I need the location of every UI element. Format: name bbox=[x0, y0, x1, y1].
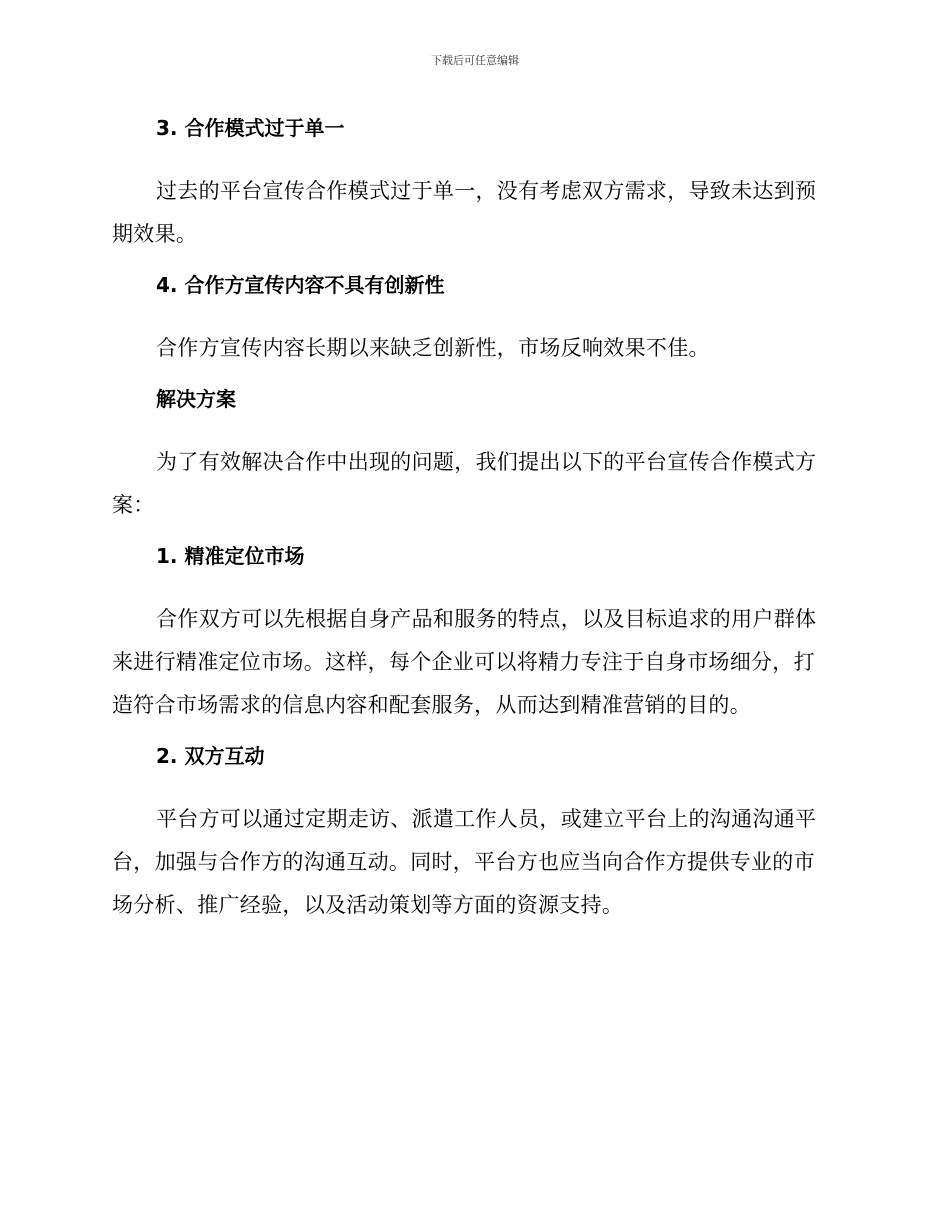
solution-heading: 解决方案 bbox=[156, 387, 236, 411]
section-4-heading: 4. 合作方宣传内容不具有创新性 bbox=[156, 273, 445, 297]
document-body bbox=[112, 112, 832, 927]
section-3-heading: 3. 合作模式过于单一 bbox=[156, 116, 345, 140]
solution-2-heading: 2. 双方互动 bbox=[156, 744, 265, 768]
page-header: 下载后可任意编辑 bbox=[431, 54, 519, 67]
solution-1-heading: 1. 精准定位市场 bbox=[156, 544, 305, 568]
solution-intro-paragraph: 为了有效解决合作中出现的问题，我们提出以下的平台宣传合作模式方案： bbox=[112, 450, 817, 517]
solution-2-paragraph: 平台方可以通过定期走访、派遣工作人员，或建立平台上的沟通沟通平台，加强与合作方的沟通互动。同时，平台方也应当向合作方提供专业的市场分析、推广经验，以及活动策划等方面的资源支持。 bbox=[112, 807, 817, 917]
solution-1-paragraph: 合作双方可以先根据自身产品和服务的特点，以及目标追求的用户群体来进行精准定位市场。这样，每个企业可以将精力专注于自身市场细分，打造符合市场需求的信息内容和配套服务，从而达到精准营销的目的。 bbox=[112, 607, 817, 717]
section-3-paragraph: 过去的平台宣传合作模式过于单一，没有考虑双方需求，导致未达到预期效果。 bbox=[112, 179, 817, 246]
section-4-paragraph: 合作方宣传内容长期以来缺乏创新性，市场反响效果不佳。 bbox=[156, 336, 710, 360]
